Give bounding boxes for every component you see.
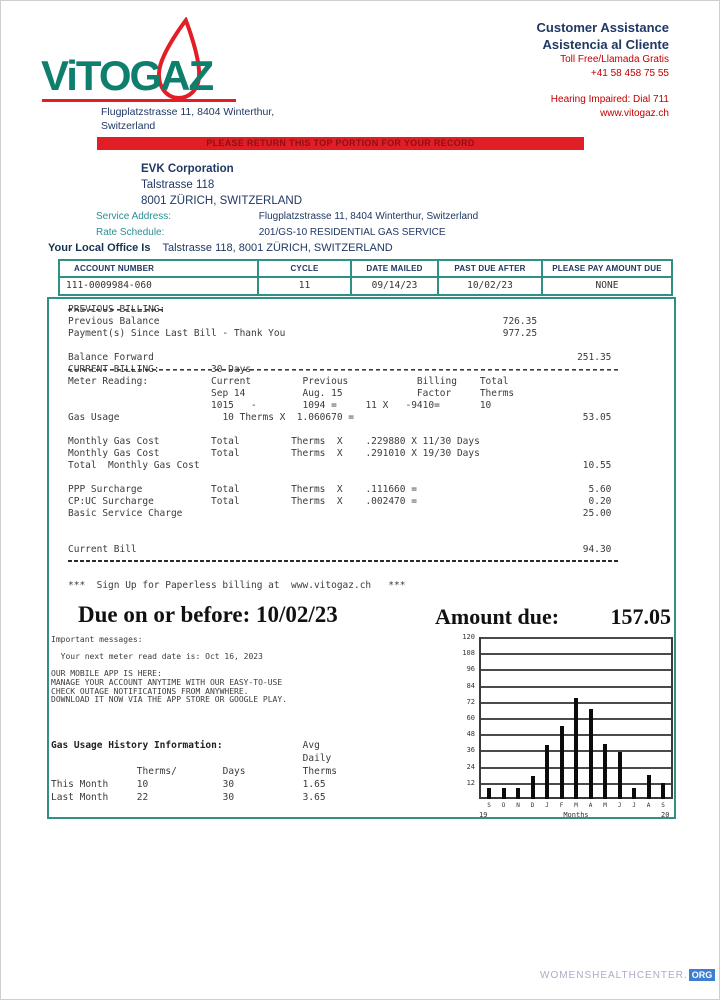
billing-line <box>68 436 668 448</box>
billing-line <box>68 352 668 364</box>
billing-line-text: Basic Service Charge <box>68 508 183 519</box>
account-number-col <box>60 261 259 294</box>
billing-line <box>68 328 668 340</box>
service-address-value: Flugplatzstrasse 11, 8404 Winterthur, Switzerland <box>258 211 479 222</box>
usage-history-text: Therms/ <box>136 766 177 777</box>
toll-free-label: Toll Free/Llamada Gratis <box>560 54 669 65</box>
usage-history-text: Therms <box>302 766 337 777</box>
phone-number: +41 58 458 75 55 <box>590 67 669 79</box>
chart-x-tick-label: M <box>603 802 607 809</box>
assistance-title-es: Asistencia al Cliente <box>542 37 669 52</box>
chart-y-tick-label: 60 <box>466 714 475 722</box>
message-line: CHECK OUTAGE NOTIFICATIONS FROM ANYWHERE. <box>51 686 249 696</box>
billing-detail-box <box>47 297 676 819</box>
rate-schedule-label: Rate Schedule: <box>96 227 165 238</box>
chart-bar <box>647 775 651 799</box>
amount-due-col <box>543 261 671 294</box>
chart-gridline <box>481 637 671 639</box>
usage-history-text: Avg <box>302 740 320 751</box>
billing-line-text: 25.00 <box>582 508 612 519</box>
amount-due-label: Amount due: <box>435 604 560 629</box>
billing-line <box>68 568 668 580</box>
chart-bar <box>502 788 506 799</box>
billing-line-text: Therms X <box>291 484 343 495</box>
service-address-row <box>96 211 478 223</box>
amount-due-total: 157.05 <box>610 604 671 629</box>
cycle-value: 11 <box>298 280 311 291</box>
chart-y-tick-label: 120 <box>462 633 475 641</box>
billing-line <box>68 580 668 592</box>
billing-line-text: Factor <box>416 388 452 399</box>
billing-line-text: 10.55 <box>582 460 612 471</box>
usage-bar-chart <box>443 634 675 826</box>
billing-line <box>68 532 668 544</box>
customer-assistance-block <box>421 19 669 120</box>
billing-line-text: 5.60 <box>588 484 612 495</box>
chart-x-tick-label: S <box>487 802 491 809</box>
message-line: Your next meter read date is: Oct 16, 2023 <box>51 652 263 662</box>
billing-line-text: 0.20 <box>588 496 612 507</box>
logo-underline <box>42 99 236 102</box>
billing-line-text: Total <box>211 448 240 459</box>
billing-line-text: Monthly Gas Cost <box>68 436 160 447</box>
chart-bar <box>531 776 535 799</box>
rate-schedule-row <box>96 227 446 239</box>
date-mailed-value: 09/14/23 <box>371 280 418 291</box>
usage-history-text: This Month <box>51 779 109 790</box>
billing-line-text: Therms X <box>291 436 343 447</box>
cycle-col <box>259 261 352 294</box>
due-date-text: Due on or before: 10/02/23 <box>78 602 338 627</box>
billing-line-text: 1094 = <box>302 400 337 411</box>
billing-line-text: -9410= <box>405 400 440 411</box>
rate-schedule-value: 201/GS-10 RESIDENTIAL GAS SERVICE <box>258 227 446 238</box>
billing-line <box>68 400 668 412</box>
chart-gridline <box>481 669 671 671</box>
chart-x-tick-label: J <box>617 802 622 809</box>
billing-lines <box>68 304 668 592</box>
watermark-org-badge: ORG <box>689 969 716 981</box>
billing-line-text: Sep 14 <box>211 388 246 399</box>
chart-bar <box>545 745 549 799</box>
billing-line-text: - <box>251 400 257 411</box>
billing-line-text: Total <box>479 376 509 387</box>
usage-history-text: 22 <box>136 792 149 803</box>
chart-y-tick-label: 108 <box>462 649 475 658</box>
amount-due-header: PLEASE PAY AMOUNT DUE <box>543 261 671 278</box>
billing-line <box>68 424 668 436</box>
billing-line-text: Total <box>211 436 240 447</box>
billing-line <box>68 460 668 472</box>
account-number-header: ACCOUNT NUMBER <box>60 261 257 278</box>
chart-x-tick-label: J <box>632 802 636 809</box>
recipient-street: Talstrasse 118 <box>141 179 215 191</box>
chart-bar <box>661 783 665 799</box>
chart-y-tick-label: 84 <box>466 681 475 690</box>
watermark <box>537 967 715 983</box>
billing-line-text: Billing <box>416 376 457 387</box>
billing-line <box>68 544 668 556</box>
chart-start-year-label: 19 <box>479 811 488 819</box>
billing-line <box>68 484 668 496</box>
billing-line-text: CURRENT BILLING: <box>68 364 160 375</box>
service-address-label: Service Address: <box>96 211 172 222</box>
message-line: DOWNLOAD IT NOW VIA THE APP STORE OR GOOGLE PLAY. <box>51 695 288 705</box>
billing-line-text: Payment(s) Since Last Bill - Thank You <box>68 328 286 339</box>
chart-bar <box>516 788 520 799</box>
company-address-line2: Switzerland <box>101 120 156 132</box>
chart-bar <box>589 709 593 799</box>
chart-bar <box>632 788 636 799</box>
billing-line-text: PPP Surcharge <box>68 484 143 495</box>
chart-bar <box>574 698 578 799</box>
billing-line-text: 10 <box>479 400 492 411</box>
billing-line <box>68 556 668 568</box>
chart-y-tick-label: 24 <box>466 762 475 771</box>
hearing-impaired-line: Hearing Impaired: Dial 711 <box>550 94 669 105</box>
usage-history-text: 30 <box>222 792 235 803</box>
billing-line-text: .111660 = <box>365 484 417 495</box>
chart-x-tick-label: A <box>646 802 651 809</box>
chart-x-tick-label: N <box>516 802 520 809</box>
message-line: OUR MOBILE APP IS HERE: <box>51 669 162 679</box>
recipient-city: 8001 ZÜRICH, SWITZERLAND <box>141 195 303 207</box>
billing-line-text: 11 X <box>365 400 389 411</box>
account-summary-table <box>58 259 673 296</box>
billing-line-text: Aug. 15 <box>302 388 343 399</box>
chart-end-year-label: 20 <box>661 811 670 819</box>
usage-history-text: 1.65 <box>302 779 326 790</box>
billing-line-text: Meter Reading: <box>68 376 149 387</box>
date-mailed-col <box>352 261 439 294</box>
chart-x-tick-label: S <box>661 802 665 809</box>
chart-y-tick-label: 96 <box>466 665 475 674</box>
billing-line-text: .291010 X 19/30 Days <box>365 448 480 459</box>
chart-bar <box>603 744 607 799</box>
chart-x-tick-label: J <box>545 802 549 809</box>
usage-history-text: 30 <box>222 779 235 790</box>
local-office-label: Your Local Office Is <box>48 242 151 254</box>
past-due-header: PAST DUE AFTER <box>439 261 541 278</box>
vitogaz-logo <box>37 9 287 139</box>
billing-line-text: .002470 = <box>365 496 417 507</box>
billing-line-text: Current Bill <box>68 544 137 555</box>
billing-line-text: CP:UC Surcharge <box>68 496 154 507</box>
billing-line-text: Gas Usage <box>68 412 120 423</box>
billing-line <box>68 412 668 424</box>
usage-history-text: Days <box>222 766 246 777</box>
chart-x-tick-label: O <box>501 802 506 809</box>
billing-line-text: 1015 <box>211 400 234 411</box>
company-address-line1: Flugplatzstrasse 11, 8404 Winterthur, <box>101 106 275 118</box>
billing-line <box>68 304 668 316</box>
billing-line <box>68 364 668 376</box>
billing-line-text: *** Sign Up for Paperless billing at www.vitogaz.ch *** <box>68 580 406 591</box>
usage-history-text: Daily <box>302 753 332 764</box>
billing-line-text: Therms X <box>291 496 343 507</box>
assistance-title-en: Customer Assistance <box>536 20 669 35</box>
chart-bar <box>560 726 564 799</box>
billing-line-text: Monthly Gas Cost <box>68 448 160 459</box>
chart-x-axis-label: Months <box>563 811 589 819</box>
billing-line-text: Current <box>211 376 252 387</box>
billing-line-text: 977.25 <box>502 328 538 339</box>
billing-line <box>68 340 668 352</box>
billing-line <box>68 388 668 400</box>
local-office-row <box>48 242 393 254</box>
billing-line-text: Balance Forward <box>68 352 154 363</box>
billing-line <box>68 496 668 508</box>
usage-history-text: 10 <box>136 779 149 790</box>
billing-line-text: 726.35 <box>502 316 538 327</box>
chart-y-tick-label: 36 <box>466 746 475 755</box>
important-messages <box>51 636 287 705</box>
recipient-name: EVK Corporation <box>141 163 234 175</box>
company-address <box>101 105 274 133</box>
billing-line-text: 94.30 <box>582 544 612 555</box>
past-due-col <box>439 261 543 294</box>
date-mailed-header: DATE MAILED <box>352 261 437 278</box>
billing-line-text: Total Monthly Gas Cost <box>68 460 200 471</box>
billing-line-text: Total <box>211 484 240 495</box>
billing-line <box>68 472 668 484</box>
billing-line-text: 30 Days <box>211 364 252 375</box>
billing-line-text: Therms <box>479 388 515 399</box>
billing-line-text: 10 Therms X 1.060670 = <box>222 412 354 423</box>
billing-line-text: Previous Balance <box>68 316 160 327</box>
message-line: Important messages: <box>51 635 143 644</box>
watermark-name: WOMENSHEALTHCENTER. <box>540 969 688 981</box>
chart-bar <box>618 752 622 799</box>
return-portion-banner: PLEASE RETURN THIS TOP PORTION FOR YOUR RECORD <box>97 137 584 150</box>
chart-x-tick-label: M <box>574 802 578 809</box>
chart-y-tick-label: 72 <box>466 697 475 706</box>
chart-gridline <box>481 686 671 688</box>
amount-due-value: NONE <box>595 280 619 291</box>
billing-line-text: PREVIOUS BILLING: <box>68 304 166 315</box>
account-number-value: 111-0009984-060 <box>66 280 152 291</box>
billing-line-text: 53.05 <box>582 412 612 423</box>
billing-line <box>68 376 668 388</box>
billing-line <box>68 316 668 328</box>
recipient-address <box>141 161 302 209</box>
usage-history-text: Last Month <box>51 792 109 803</box>
cycle-header: CYCLE <box>259 261 350 278</box>
billing-line-text: .229880 X 11/30 Days <box>365 436 480 447</box>
usage-history-text: 3.65 <box>302 792 326 803</box>
billing-line-text: Total <box>211 496 240 507</box>
billing-line-text: 251.35 <box>577 352 612 363</box>
website-link: www.vitogaz.ch <box>600 107 669 119</box>
billing-line-text: Previous <box>302 376 349 387</box>
chart-bar <box>487 788 491 799</box>
chart-gridline <box>481 653 671 655</box>
billing-line-text: Therms X <box>291 448 343 459</box>
local-office-value: Talstrasse 118, 8001 ZÜRICH, SWITZERLAND <box>162 242 393 254</box>
billing-line <box>68 448 668 460</box>
past-due-value: 10/02/23 <box>467 280 513 291</box>
chart-x-tick-label: A <box>588 802 593 809</box>
chart-x-tick-label: D <box>530 802 535 809</box>
brand-wordmark: ViTOGAZ <box>41 52 213 99</box>
usage-history-text: Gas Usage History Information: <box>51 740 223 751</box>
chart-y-tick-label: 48 <box>466 730 475 739</box>
chart-x-tick-label: F <box>559 802 564 809</box>
message-line: MANAGE YOUR ACCOUNT ANYTIME WITH OUR EASY-TO-USE <box>51 677 283 687</box>
chart-y-tick-label: 12 <box>466 778 475 787</box>
billing-line <box>68 508 668 520</box>
billing-line <box>68 520 668 532</box>
